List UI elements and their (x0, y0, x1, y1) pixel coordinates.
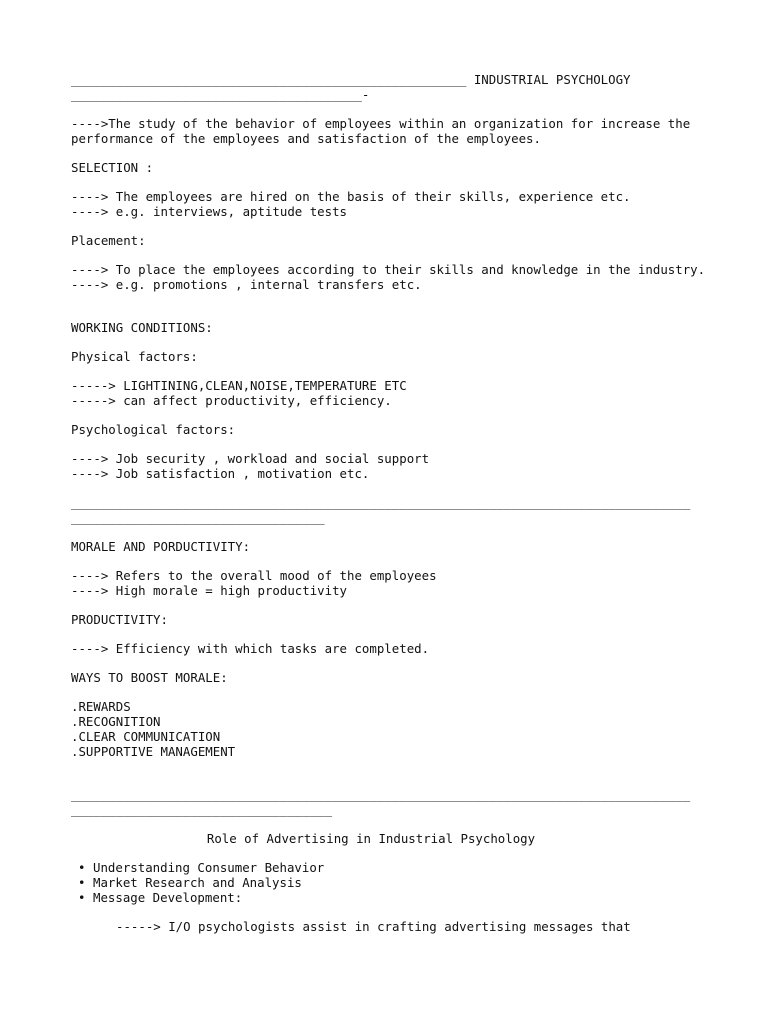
advertising-bullet: • Message Development: (93, 890, 711, 905)
boost-morale-item: .RECOGNITION (71, 714, 161, 729)
advertising-heading: Role of Advertising in Industrial Psychology (206, 831, 536, 846)
psychological-factors-point: ----> Job satisfaction , motivation etc. (71, 466, 370, 481)
boost-morale-item: .REWARDS (71, 699, 131, 714)
physical-factors-point: -----> LIGHTINING,CLEAN,NOISE,TEMPERATURE ETC (71, 378, 407, 393)
productivity-heading: PRODUCTIVITY: (71, 612, 168, 627)
advertising-note: -----> I/O psychologists assist in crafting advertising messages that (116, 919, 631, 934)
title-rule-before: _____________________________________________________ (71, 72, 467, 87)
advertising-bullet: • Market Research and Analysis (93, 875, 711, 890)
placement-heading: Placement: (71, 233, 146, 248)
divider-line: ___________________________________________________________________________________ (71, 495, 691, 510)
title-rule-after: _______________________________________- (71, 87, 370, 102)
morale-point: ----> High morale = high productivity (71, 583, 348, 598)
divider-line: __________________________________ (71, 510, 325, 525)
placement-point: ----> To place the employees according to their skills and knowledge in the industry. (71, 262, 706, 277)
morale-point: ----> Refers to the overall mood of the employees (71, 568, 437, 583)
physical-factors-heading: Physical factors: (71, 349, 198, 364)
psychological-factors-point: ----> Job security , workload and social support (71, 451, 430, 466)
selection-point: ----> e.g. interviews, aptitude tests (71, 204, 348, 219)
placement-point: ----> e.g. promotions , internal transfers etc. (71, 277, 422, 292)
page-title: INDUSTRIAL PSYCHOLOGY (473, 72, 631, 87)
divider-line: ___________________________________________________________________________________ (71, 787, 691, 802)
selection-point: ----> The employees are hired on the basis of their skills, experience etc. (71, 189, 631, 204)
advertising-bullet: • Understanding Consumer Behavior (93, 860, 711, 875)
psychological-factors-heading: Psychological factors: (71, 422, 236, 437)
boost-morale-heading: WAYS TO BOOST MORALE: (71, 670, 228, 685)
intro-paragraph: ---->The study of the behavior of employees within an organization for increase the performance of the employees and satisfaction of the employees. (71, 116, 698, 146)
selection-heading: SELECTION : (71, 160, 154, 175)
working-conditions-heading: WORKING CONDITIONS: (71, 320, 213, 335)
title-line (71, 72, 711, 87)
divider-line: ___________________________________ (71, 802, 333, 817)
document-page (71, 72, 711, 934)
boost-morale-item: .SUPPORTIVE MANAGEMENT (71, 744, 236, 759)
advertising-bullet-list (71, 860, 711, 905)
morale-heading: MORALE AND PORDUCTIVITY: (71, 539, 251, 554)
productivity-point: ----> Efficiency with which tasks are completed. (71, 641, 430, 656)
boost-morale-item: .CLEAR COMMUNICATION (71, 729, 221, 744)
physical-factors-point: -----> can affect productivity, efficiency. (71, 393, 392, 408)
